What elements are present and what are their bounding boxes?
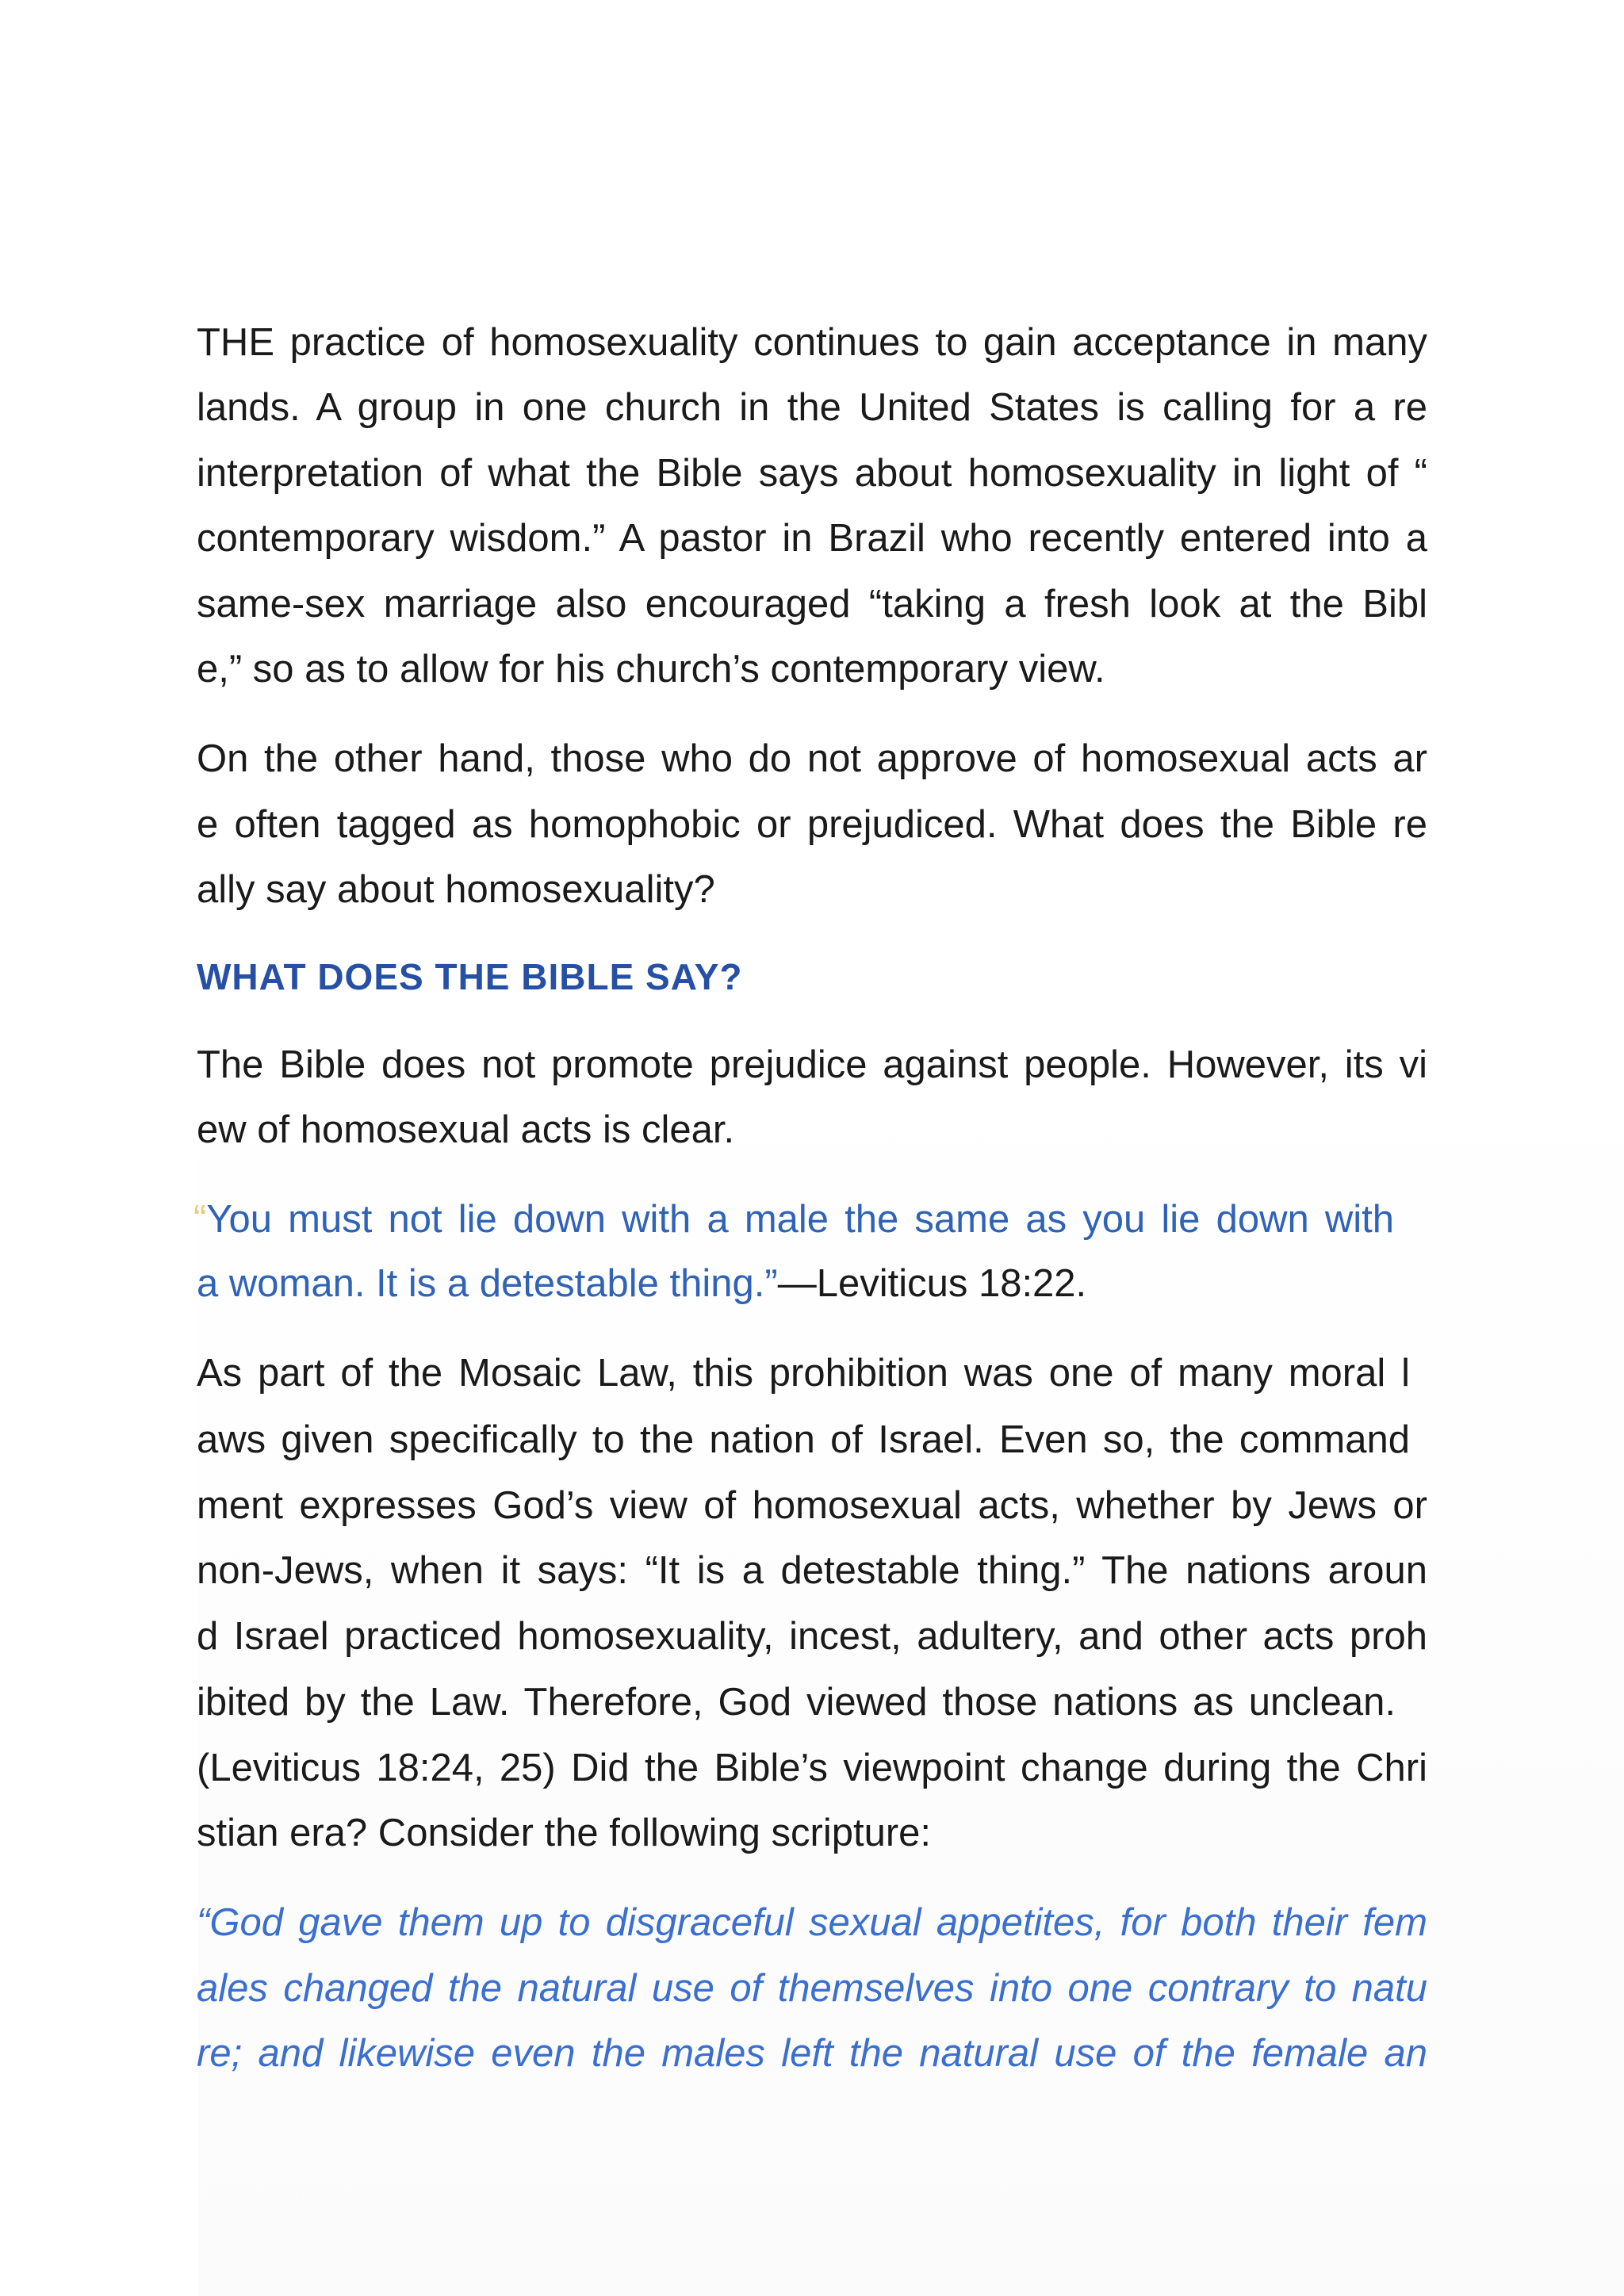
paragraph-4-line-7: (Leviticus 18:24, 25) Did the Bible’s viewpoint change during the Chri: [197, 1747, 1427, 1789]
paragraph-4-line-8: stian era? Consider the following scripture:: [197, 1812, 932, 1854]
paragraph-2-line-2: e often tagged as homophobic or prejudiced. What does the Bible re: [197, 803, 1427, 846]
paragraph-4-line-5: d Israel practiced homosexuality, incest, adultery, and other acts proh: [197, 1615, 1427, 1658]
paragraph-3-line-2: ew of homosexual acts is clear.: [197, 1108, 735, 1151]
paragraph-1-line-1: THE practice of homosexuality continues to gain acceptance in many: [197, 321, 1427, 364]
paragraph-1-line-4: contemporary wisdom.” A pastor in Brazil who recently entered into a: [197, 517, 1427, 560]
paragraph-4-line-4: non-Jews, when it says: “It is a detestable thing.” The nations aroun: [197, 1549, 1427, 1592]
paragraph-4-line-2: aws given specifically to the nation of Israel. Even so, the command: [197, 1418, 1410, 1461]
paragraph-3-line-1: The Bible does not promote prejudice against people. However, its vi: [197, 1043, 1427, 1086]
paragraph-1-line-5: same-sex marriage also encouraged “taking a fresh look at the Bibl: [197, 583, 1427, 626]
quote-1-line-1: [193, 1196, 1394, 1243]
paragraph-1-line-3: interpretation of what the Bible says about homosexuality in light of “: [197, 452, 1427, 495]
quote-2-line-1: [197, 1899, 1427, 1946]
section-heading: WHAT DOES THE BIBLE SAY?: [197, 956, 743, 997]
quote-1-text-2: a woman. It is a detestable thing.”: [197, 1262, 778, 1305]
quote-2-open-mark: “: [197, 1901, 210, 1944]
paragraph-4-line-3: ment expresses God’s view of homosexual acts, whether by Jews or: [197, 1484, 1427, 1527]
quote-1-reference: —Leviticus 18:22.: [777, 1262, 1087, 1305]
paragraph-2-line-1: On the other hand, those who do not approve of homosexual acts ar: [197, 737, 1427, 780]
quote-2-line-2: ales changed the natural use of themselves into one contrary to natu: [197, 1967, 1427, 2010]
quote-2-line-3: re; and likewise even the males left the natural use of the female an: [197, 2032, 1427, 2075]
paragraph-1-line-2: lands. A group in one church in the United States is calling for a re: [197, 386, 1427, 429]
paragraph-1-line-6: e,” so as to allow for his church’s contemporary view.: [197, 648, 1105, 691]
paragraph-2-line-3: ally say about homosexuality?: [197, 868, 715, 911]
quote-1-line-2: [197, 1260, 1427, 1307]
quote-1-text-1: You must not lie down with a male the same as you lie down with: [206, 1198, 1394, 1241]
quote-2-text-1: God gave them up to disgraceful sexual appetites, for both their fem: [209, 1901, 1427, 1944]
quote-1-open-mark: “: [193, 1198, 207, 1241]
paragraph-4-line-6: ibited by the Law. Therefore, God viewed those nations as unclean.: [197, 1681, 1396, 1724]
paragraph-4-line-1: As part of the Mosaic Law, this prohibition was one of many moral l: [197, 1352, 1410, 1395]
